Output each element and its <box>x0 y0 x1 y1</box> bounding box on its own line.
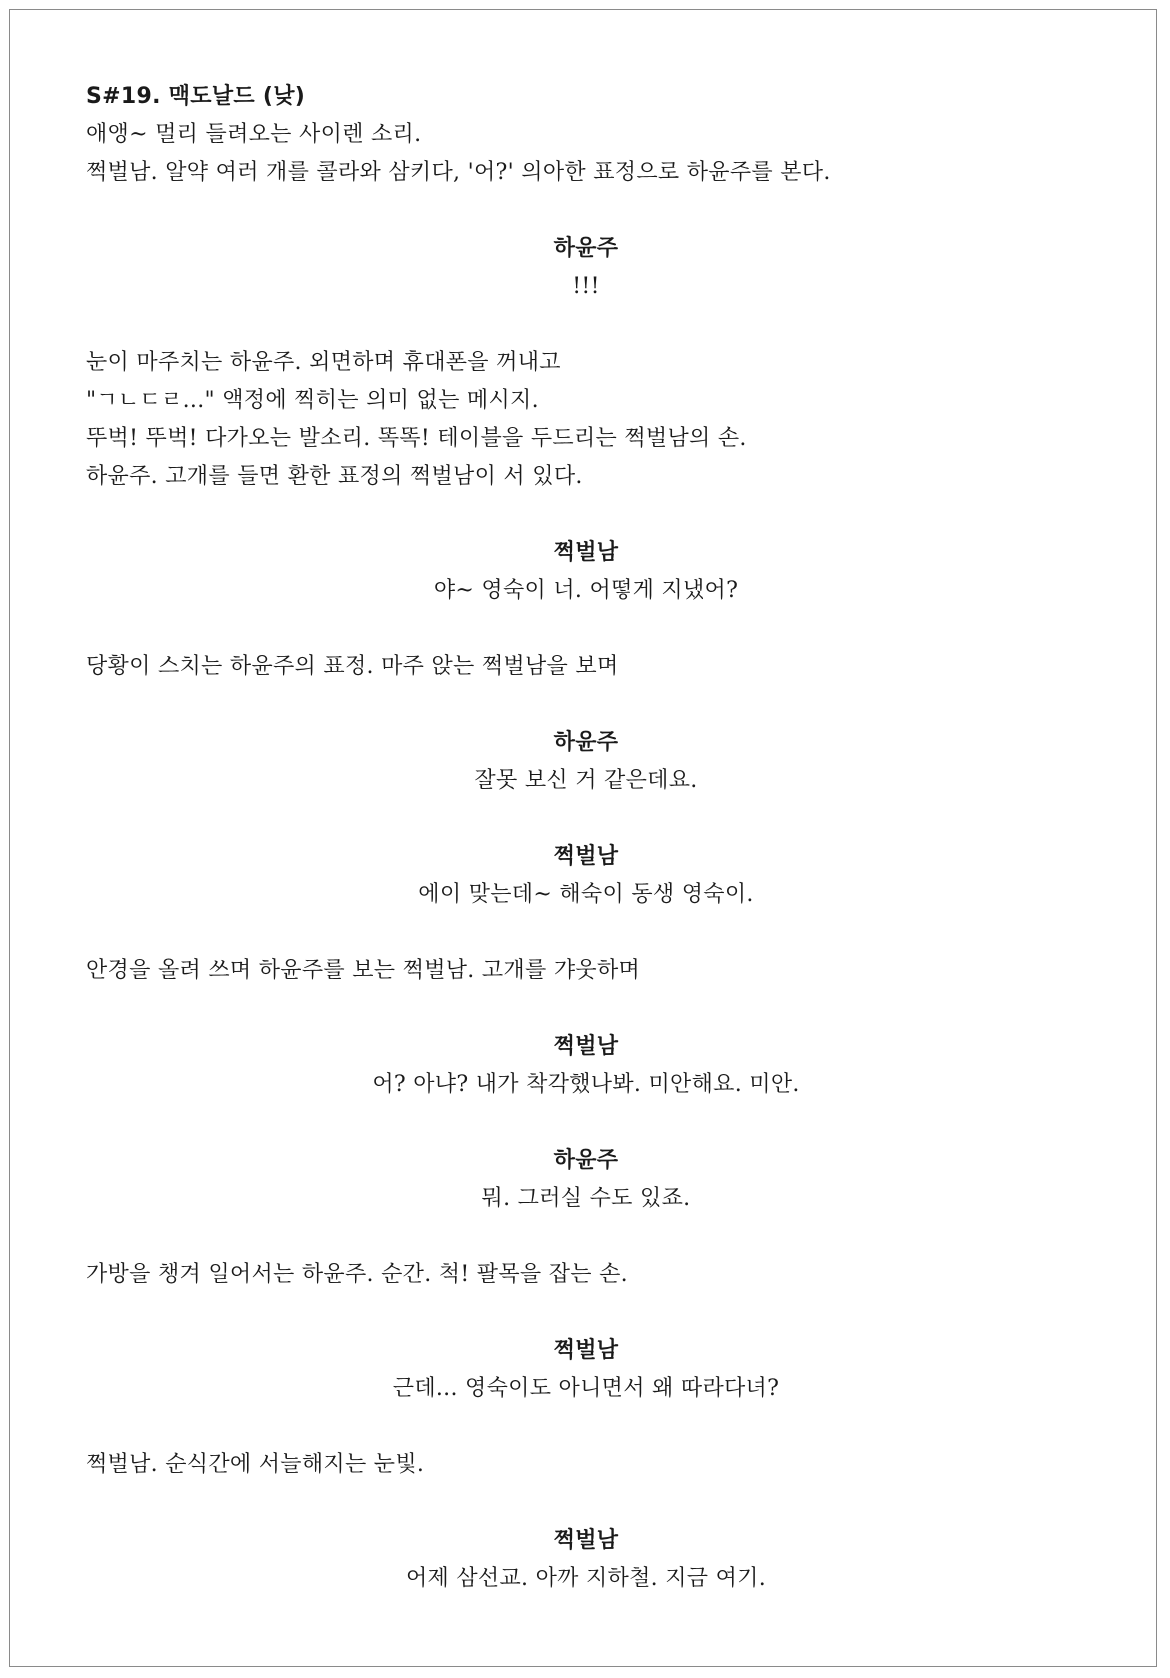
character-name: 하윤주 <box>553 1148 619 1173</box>
character-name: 쩍벌남 <box>553 1034 619 1059</box>
character-name: 쩍벌남 <box>553 1338 619 1363</box>
dialogue-line: 어? 아냐? 내가 착각했나봐. 미안해요. 미안. <box>372 1072 800 1097</box>
action-line: 안경을 올려 쓰며 하윤주를 보는 쩍벌남. 고개를 갸웃하며 <box>86 958 641 983</box>
character-name: 하윤주 <box>553 730 619 755</box>
script-page <box>86 78 1086 1598</box>
action-line: 눈이 마주치는 하윤주. 외면하며 휴대폰을 꺼내고 <box>86 350 561 375</box>
dialogue-line: !!! <box>572 274 600 299</box>
dialogue-line: 어제 삼선교. 아까 지하철. 지금 여기. <box>405 1566 767 1591</box>
dialogue-line: 뭐. 그러실 수도 있죠. <box>481 1186 691 1211</box>
character-name: 쩍벌남 <box>553 844 619 869</box>
dialogue-line: 야~ 영숙이 너. 어떻게 지냈어? <box>433 578 739 603</box>
action-line: 가방을 챙겨 일어서는 하윤주. 순간. 척! 팔목을 잡는 손. <box>86 1262 628 1287</box>
character-name: 쩍벌남 <box>553 1528 619 1553</box>
action-line: 애앵~ 멀리 들려오는 사이렌 소리. <box>86 122 422 147</box>
action-line: 쩍벌남. 순식간에 서늘해지는 눈빛. <box>86 1452 425 1477</box>
character-name: 쩍벌남 <box>553 540 619 565</box>
action-line: 하윤주. 고개를 들면 환한 표정의 쩍벌남이 서 있다. <box>86 464 583 489</box>
action-line: 쩍벌남. 알약 여러 개를 콜라와 삼키다, '어?' 의아한 표정으로 하윤주를 본다. <box>86 160 831 185</box>
character-name: 하윤주 <box>553 236 619 261</box>
scene-heading: S#19. 맥도날드 (낮) <box>86 84 306 109</box>
dialogue-line: 근데... 영숙이도 아니면서 왜 따라다녀? <box>392 1376 780 1401</box>
dialogue-line: 에이 맞는데~ 해숙이 동생 영숙이. <box>418 882 754 907</box>
dialogue-line: 잘못 보신 거 같은데요. <box>474 768 698 793</box>
action-line: "ㄱㄴㄷㄹ..." 액정에 찍히는 의미 없는 메시지. <box>86 388 539 413</box>
action-line: 당황이 스치는 하윤주의 표정. 마주 앉는 쩍벌남을 보며 <box>86 654 619 679</box>
action-line: 뚜벅! 뚜벅! 다가오는 발소리. 똑똑! 테이블을 두드리는 쩍벌남의 손. <box>86 426 747 451</box>
